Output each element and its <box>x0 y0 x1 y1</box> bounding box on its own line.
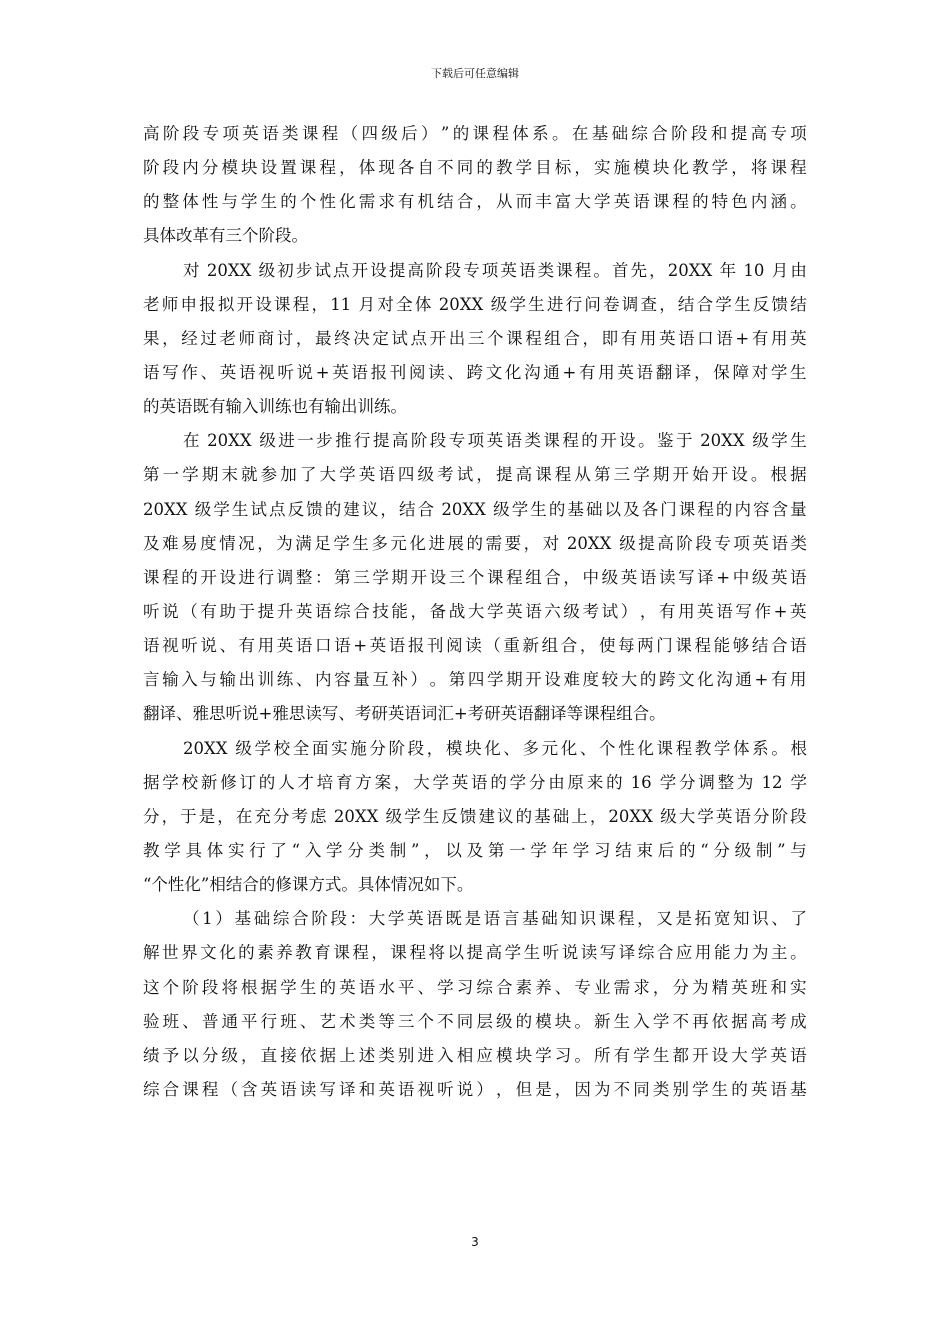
text-line: 20XX 级 学 校 全 面 实 施 分 阶 段 ， 模 块 化 、 多 元 化 、 个 性 化 课 程 教 学 体 系 。 根 <box>183 738 807 758</box>
text-line <box>143 697 807 731</box>
text-line: 教 学 具 体 实 行 了 “ 入 学 分 类 制 ” ， 以 及 第 一 学 年 学 习 结 束 后 的 “ 分 级 制 ” 与 <box>143 840 807 860</box>
text-line-content: 的英语既有输入训练也有输出训练。 <box>143 397 407 417</box>
text-line: 果 ， 经 过 老 师 商 讨 ， 最 终 决 定 试 点 开 出 三 个 课 程 组 合 ， 即 有 用 英 语 口 语 + 有 用 英 <box>143 328 807 348</box>
text-line: 这 个 阶 段 将 根 据 学 生 的 英 语 水 平 、 学 习 综 合 素 养 、 专 业 需 求 ， 分 为 精 英 班 和 实 <box>143 977 807 997</box>
page-header: 下载后可任意编辑 <box>431 67 519 80</box>
text-line-content: 具体改革有三个阶段。 <box>143 226 308 246</box>
text-line: 在 20XX 级 进 一 步 推 行 提 高 阶 段 专 项 英 语 类 课 程 的 开 设 。 鉴 于 20XX 级 学 生 <box>183 431 807 451</box>
text-line: 据 学 校 新 修 订 的 人 才 培 育 方 案 ， 大 学 英 语 的 学 分 由 原 来 的 16 学 分 调 整 为 12 学 <box>143 772 807 792</box>
text-line: 语 写 作 、 英 语 视 听 说 + 英 语 报 刊 阅 读 、 跨 文 化 沟 通 + 有 用 英 语 翻 译 ， 保 障 对 学 生 <box>143 362 807 382</box>
text-line: 的 整 体 性 与 学 生 的 个 性 化 需 求 有 机 结 合 ， 从 而 丰 富 大 学 英 语 课 程 的 特 色 内 涵 。 <box>143 192 807 212</box>
page-number: 3 <box>471 1235 479 1249</box>
text-line: 老 师 申 报 拟 开 设 课 程 ， 11 月 对 全 体 20XX 级 学 生 进 行 问 卷 调 查 ， 结 合 学 生 反 馈 结 <box>143 294 807 314</box>
text-line: 20XX 级 学 生 试 点 反 馈 的 建 议 ， 结 合 20XX 级 学 生 的 基 础 以 及 各 门 课 程 的 内 容 含 量 <box>143 499 807 519</box>
text-line: 听 说 （ 有 助 于 提 升 英 语 综 合 技 能 ， 备 战 大 学 英 语 六 级 考 试 ） ， 有 用 英 语 写 作 + 英 <box>143 601 807 621</box>
text-line: 综 合 课 程 （ 含 英 语 读 写 译 和 英 语 视 听 说 ） ， 但 是 ， 因 为 不 同 类 别 学 生 的 英 语 基 <box>143 1079 807 1099</box>
text-line: 及 难 易 度 情 况 ， 为 满 足 学 生 多 元 化 进 展 的 需 要 ， 对 20XX 级 提 高 阶 段 专 项 英 语 类 <box>143 533 807 553</box>
text-line: 对 20XX 级 初 步 试 点 开 设 提 高 阶 段 专 项 英 语 类 课 程 。 首 先 ， 20XX 年 10 月 由 <box>183 260 807 280</box>
text-line: 验 班 、 普 通 平 行 班 、 艺 术 类 等 三 个 不 同 层 级 的 模 块 。 新 生 入 学 不 再 依 据 高 考 成 <box>143 1011 807 1031</box>
text-line: 语 视 听 说 、 有 用 英 语 口 语 + 英 语 报 刊 阅 读 （ 重 新 组 合 ， 使 每 两 门 课 程 能 够 结 合 语 <box>143 636 807 656</box>
text-line <box>143 219 807 253</box>
text-line: 第 一 学 期 末 就 参 加 了 大 学 英 语 四 级 考 试 ， 提 高 课 程 从 第 三 学 期 开 始 开 设 。 根 据 <box>143 465 807 485</box>
text-line: 分 ， 于 是 ， 在 充 分 考 虑 20XX 级 学 生 反 馈 建 议 的 基 础 上 ， 20XX 级 大 学 英 语 分 阶 段 <box>143 806 807 826</box>
text-line: 解 世 界 文 化 的 素 养 教 育 课 程 ， 课 程 将 以 提 高 学 生 听 说 读 写 译 综 合 应 用 能 力 为 主 。 <box>143 943 807 963</box>
text-line: 课 程 的 开 设 进 行 调 整 ： 第 三 学 期 开 设 三 个 课 程 组 合 ， 中 级 英 语 读 写 译 + 中 级 英 语 <box>143 567 807 587</box>
text-line: 高 阶 段 专 项 英 语 类 课 程 （ 四 级 后 ） ” 的 课 程 体 系 。 在 基 础 综 合 阶 段 和 提 高 专 项 <box>143 124 807 143</box>
text-line: 言 输 入 与 输 出 训 练 、 内 容 量 互 补 ） 。 第 四 学 期 开 设 难 度 较 大 的 跨 文 化 沟 通 + 有 用 <box>143 670 807 690</box>
text-line-content: “个性化”相结合的修课方式。具体情况如下。 <box>143 875 474 895</box>
text-line: 阶 段 内 分 模 块 设 置 课 程 ， 体 现 各 自 不 同 的 教 学 目 标 ， 实 施 模 块 化 教 学 ， 将 课 程 <box>143 158 807 178</box>
text-line <box>143 868 807 902</box>
text-line <box>143 390 807 424</box>
text-line-content: 翻译、雅思听说+雅思读写、考研英语词汇+考研英语翻译等课程组合。 <box>143 704 666 724</box>
text-line: （ 1 ） 基 础 综 合 阶 段 ： 大 学 英 语 既 是 语 言 基 础 知 识 课 程 ， 又 是 拓 宽 知 识 、 了 <box>183 909 807 929</box>
document-body <box>143 117 807 1107</box>
text-line: 绩 予 以 分 级 ， 直 接 依 据 上 述 类 别 进 入 相 应 模 块 学 习 。 所 有 学 生 都 开 设 大 学 英 语 <box>143 1045 807 1065</box>
